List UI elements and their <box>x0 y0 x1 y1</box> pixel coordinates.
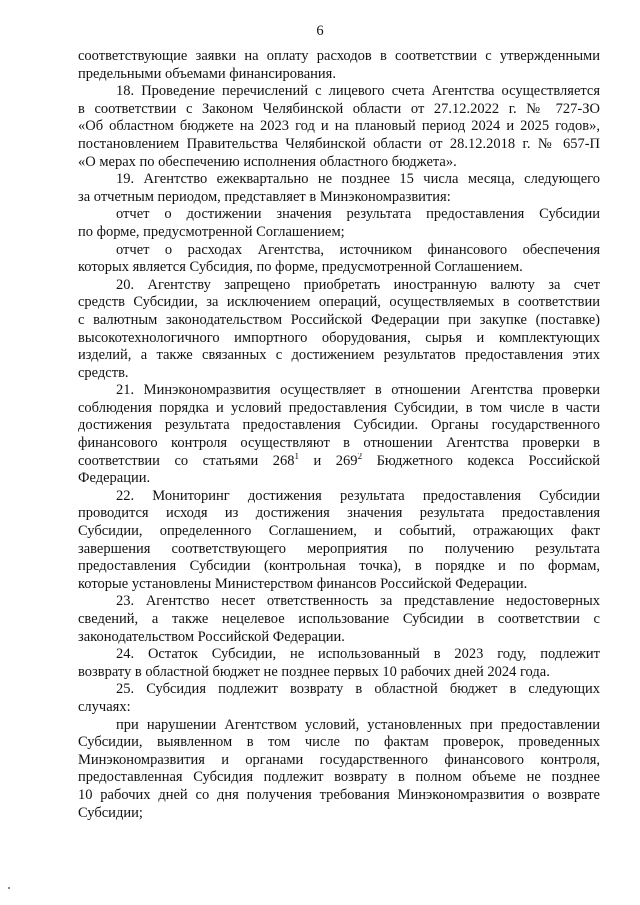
text-line: высокотехнологичного импортного оборудования, сырья и комплектующих <box>78 329 600 346</box>
text-line <box>78 453 600 471</box>
text-line: отчет о достижении значения результата предоставления Субсидии <box>116 206 600 223</box>
text-line: постановлением Правительства Челябинской области от 28.12.2018 г. № 657-П <box>78 135 600 152</box>
text-line: предельными объемами финансирования. <box>78 65 336 82</box>
text-line: финансового контроля осуществляют в отношении Агентства проверки в <box>78 435 600 452</box>
text-line: завершения соответствующего мероприятия по получению результата <box>78 540 600 557</box>
text-line: которые установлены Министерством финансов Российской Федерации. <box>78 575 528 592</box>
text-line: соответствующие заявки на оплату расходов в соответствии с утвержденными <box>78 48 600 64</box>
text-line: Субсидии, определенного Соглашением, и событий, отражающих факт <box>78 523 600 540</box>
text-line: 20. Агентству запрещено приобретать иностранную валюту за счет <box>116 276 600 293</box>
text-line: Субсидии; <box>78 804 143 821</box>
page-number: 6 <box>316 23 324 39</box>
text-line: законодательством Российской Федерации. <box>78 628 345 645</box>
text-line: предоставленная Субсидия подлежит возврату в полном объеме не позднее <box>78 769 600 786</box>
text-line: Субсидии, выявленном в том числе по фактам проверок, проведенных <box>78 734 600 751</box>
superscript: 2 <box>357 452 363 461</box>
text-fragment: соответствии со статьями 268 <box>78 452 295 469</box>
text-line: за отчетным периодом, представляет в Минэкономразвития: <box>78 188 451 205</box>
text-line: при нарушении Агентством условий, установленных при предоставлении <box>116 716 600 733</box>
text-line: средств Субсидии, за исключением операций, осуществляемых в соответствии <box>78 294 600 311</box>
superscript: 1 <box>294 452 299 461</box>
text-fragment: Бюджетного кодекса Российской <box>362 452 600 469</box>
text-line: которых является Субсидия, по форме, предусмотренной Соглашением. <box>78 259 523 276</box>
text-line: 10 рабочих дней со дня получения требования Минэкономразвития о возврате <box>78 786 600 803</box>
text-line: изделий, а также связанных с достижением результатов предоставления этих <box>78 347 600 364</box>
text-line: 21. Минэкономразвития осуществляет в отношении Агентства проверки <box>116 382 600 399</box>
text-line: в соответствии с Законом Челябинской области от 27.12.2022 г. № 727-ЗО <box>78 100 600 117</box>
text-line: «Об областном бюджете на 2023 год и на плановый период 2024 и 2025 годов», <box>78 118 600 135</box>
scan-speck <box>8 887 10 889</box>
text-line: 25. Субсидия подлежит возврату в областной бюджет в следующих <box>116 681 600 698</box>
text-line: 24. Остаток Субсидии, не использованный в 2023 году, подлежит <box>116 646 600 663</box>
text-line: «О мерах по обеспечению исполнения областного бюджета». <box>78 153 457 170</box>
text-line: случаях: <box>78 698 131 715</box>
text-line: соблюдения порядка и условий предоставления Субсидии, в том числе в части <box>78 399 600 416</box>
text-line: с валютным законодательством Российской Федерации при закупке (поставке) <box>78 311 600 328</box>
text-line: средств. <box>78 364 129 381</box>
text-line: Минэкономразвития и органами государственного финансового контроля, <box>78 751 600 768</box>
text-line: 22. Мониторинг достижения результата предоставления Субсидии <box>116 487 600 504</box>
text-line: 18. Проведение перечислений с лицевого счета Агентства осуществляется <box>116 83 600 100</box>
document-body <box>78 48 600 822</box>
text-line: 23. Агентство несет ответственность за представление недостоверных <box>116 593 600 610</box>
text-line: по форме, предусмотренной Соглашением; <box>78 223 345 240</box>
text-line: возврату в областной бюджет не позднее первых 10 рабочих дней 2024 года. <box>78 663 550 680</box>
text-fragment: и 269 <box>299 452 358 469</box>
text-line: Федерации. <box>78 470 151 487</box>
text-line: достижения результата предоставления Субсидии. Органы государственного <box>78 417 600 434</box>
text-line: 19. Агентство ежеквартально не позднее 15 числа месяца, следующего <box>116 171 600 188</box>
text-line: проводится исходя из достижения значения результата предоставления <box>78 505 600 522</box>
text-line: предоставления Субсидии (контрольная точка), в порядке и по формам, <box>78 558 600 575</box>
text-line: сведений, а также нецелевое использование Субсидии в соответствии с <box>78 611 600 627</box>
text-line: отчет о расходах Агентства, источником финансового обеспечения <box>116 241 600 258</box>
